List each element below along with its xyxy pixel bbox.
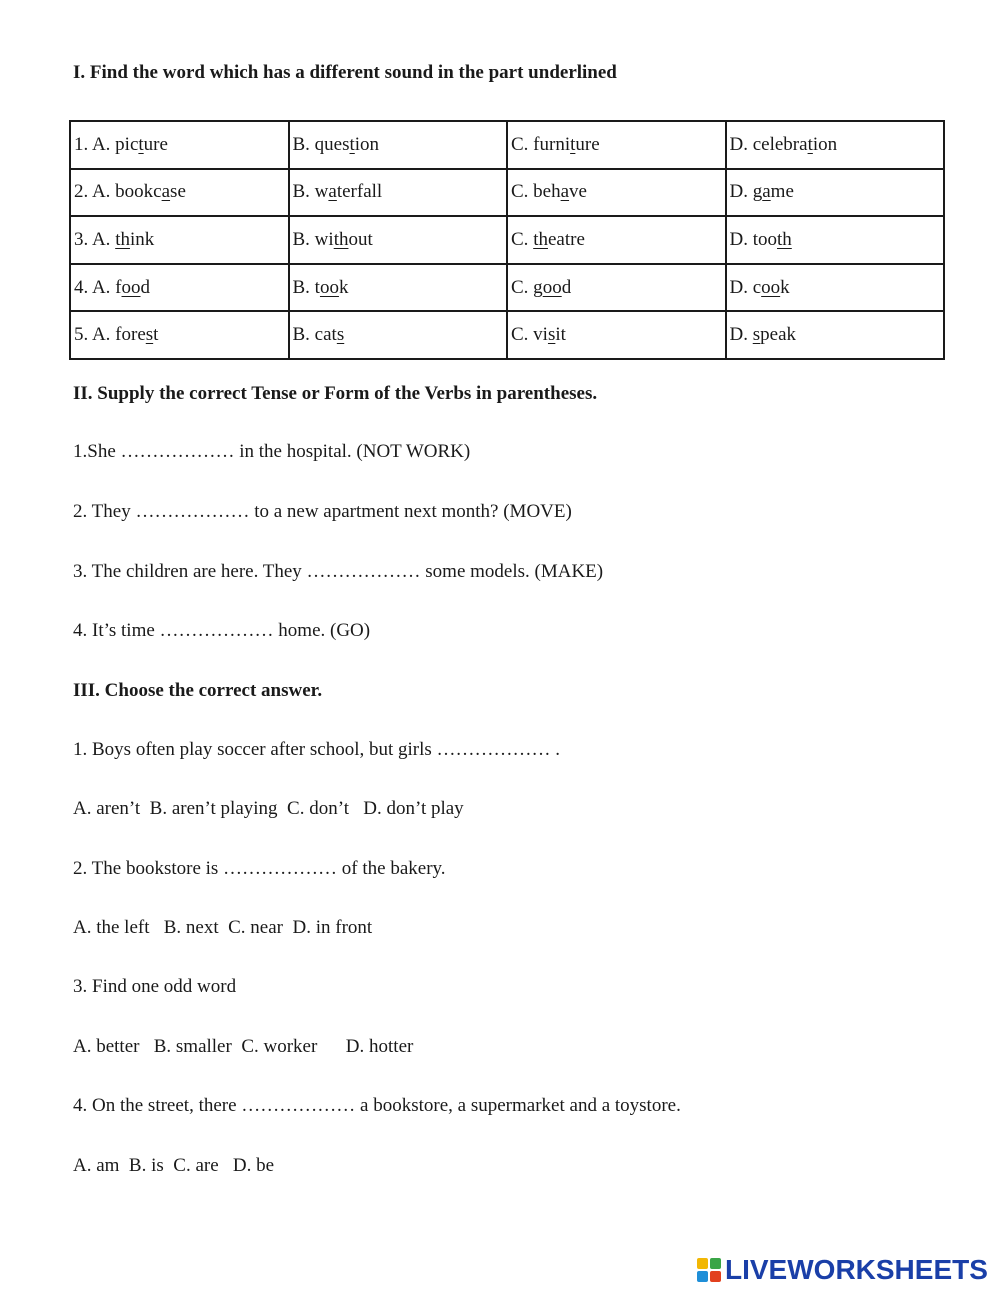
underlined-part: t (570, 133, 576, 155)
underlined-part: t (807, 133, 813, 155)
verb-item: 3. The children are here. They ……………… some models. (MAKE) (73, 561, 604, 582)
word-end: peak (760, 324, 797, 346)
sound-cell (507, 121, 726, 169)
word-start: 1. A. pic (74, 133, 139, 155)
sound-cell (289, 264, 508, 312)
section3-title: III. Choose the correct answer. (73, 680, 323, 701)
sound-cell (289, 311, 508, 359)
word-start: 3. A. (74, 228, 116, 250)
word-end: it (555, 324, 566, 346)
word-start: D. too (729, 228, 777, 250)
underlined-part: t (349, 133, 355, 155)
mc-question: 1. Boys often play soccer after school, but girls ……………… . (73, 739, 561, 760)
sound-row (70, 169, 944, 217)
underlined-part: th (333, 228, 349, 250)
sound-row (70, 216, 944, 264)
sound-cell (70, 264, 289, 312)
underlined-part: s (336, 324, 345, 346)
word-start: B. wi (292, 228, 334, 250)
liveworksheets-logo (697, 1255, 988, 1285)
underlined-part: oo (542, 276, 562, 298)
sound-row (70, 264, 944, 312)
word-end: ink (129, 228, 155, 250)
word-start: C. g (511, 276, 543, 298)
word-end: k (780, 276, 790, 298)
underlined-part: t (138, 133, 144, 155)
sound-row (70, 121, 944, 169)
sound-cell (507, 264, 726, 312)
underlined-part: th (115, 228, 130, 250)
underlined-part: s (752, 324, 761, 346)
sound-cell (70, 216, 289, 264)
word-start: D. c (729, 276, 762, 298)
sound-cell (70, 121, 289, 169)
mc-question: 3. Find one odd word (73, 976, 237, 997)
sound-cell (289, 121, 508, 169)
word-start: B. cat (292, 324, 337, 346)
word-start: C. (511, 228, 534, 250)
underlined-part: th (533, 228, 548, 250)
mc-options: A. aren’t B. aren’t playing C. don’t D. don’t play (73, 798, 464, 819)
sound-cell (507, 169, 726, 217)
word-end: t (153, 324, 159, 346)
mc-options: A. am B. is C. are D. be (73, 1155, 275, 1176)
sound-cell (726, 216, 945, 264)
underlined-part: s (145, 324, 154, 346)
section2-title: II. Supply the correct Tense or Form of the Verbs in parentheses. (73, 383, 598, 404)
brand-name: LIVEWORKSHEETS (725, 1254, 988, 1285)
word-end: eatre (547, 228, 585, 250)
sound-cell (726, 264, 945, 312)
underlined-part: oo (761, 276, 781, 298)
sound-cell (70, 169, 289, 217)
word-end: out (348, 228, 373, 250)
verb-item: 4. It’s time ……………… home. (GO) (73, 620, 371, 641)
word-end: ve (569, 181, 587, 203)
sound-cell (726, 121, 945, 169)
sound-cell (726, 311, 945, 359)
word-end: se (170, 181, 186, 203)
word-start: 2. A. bookc (74, 181, 162, 203)
logo-square (710, 1258, 721, 1269)
verb-item: 2. They ……………… to a new apartment next month? (MOVE) (73, 501, 572, 522)
word-end: d (140, 276, 150, 298)
logo-square (710, 1271, 721, 1282)
logo-square (697, 1258, 708, 1269)
word-start: D. (729, 324, 753, 346)
verb-item: 1.She ……………… in the hospital. (NOT WORK) (73, 441, 471, 462)
sound-cell (289, 216, 508, 264)
mc-options: A. better B. smaller C. worker D. hotter (73, 1036, 414, 1057)
sound-cell (507, 216, 726, 264)
underlined-part: oo (319, 276, 339, 298)
word-start: D. celebra (729, 133, 808, 155)
sound-cell (507, 311, 726, 359)
word-start: C. beh (511, 181, 561, 203)
sound-table (69, 120, 945, 360)
word-start: 5. A. fore (74, 324, 146, 346)
section1-title: I. Find the word which has a different sound in the part underlined (73, 62, 617, 83)
underlined-part: a (762, 181, 771, 203)
word-start: B. t (292, 276, 320, 298)
underlined-part: oo (121, 276, 141, 298)
word-start: D. g (729, 181, 763, 203)
mc-options: A. the left B. next C. near D. in front (73, 917, 373, 938)
mc-question: 2. The bookstore is ……………… of the bakery. (73, 858, 446, 879)
word-end: me (770, 181, 794, 203)
word-end: k (338, 276, 349, 298)
underlined-part: a (560, 181, 570, 203)
underlined-part: s (547, 324, 556, 346)
word-start: 4. A. f (74, 276, 122, 298)
word-start: C. furni (511, 133, 571, 155)
word-start: B. w (292, 181, 329, 203)
word-start: B. ques (292, 133, 350, 155)
word-end: d (561, 276, 572, 298)
word-end: ure (575, 133, 600, 155)
word-end: ion (354, 133, 380, 155)
underlined-part: a (161, 181, 171, 203)
underlined-part: a (328, 181, 337, 203)
sound-cell (70, 311, 289, 359)
word-end: ure (143, 133, 168, 155)
liveworksheets-mark-icon (697, 1258, 721, 1282)
word-start: C. vi (511, 324, 548, 346)
sound-row (70, 311, 944, 359)
word-end: terfall (336, 181, 383, 203)
sound-cell (726, 169, 945, 217)
mc-question: 4. On the street, there ……………… a bookstore, a supermarket and a toystore. (73, 1095, 681, 1116)
sound-cell (289, 169, 508, 217)
logo-square (697, 1271, 708, 1282)
underlined-part: th (777, 228, 792, 250)
word-end: ion (812, 133, 838, 155)
